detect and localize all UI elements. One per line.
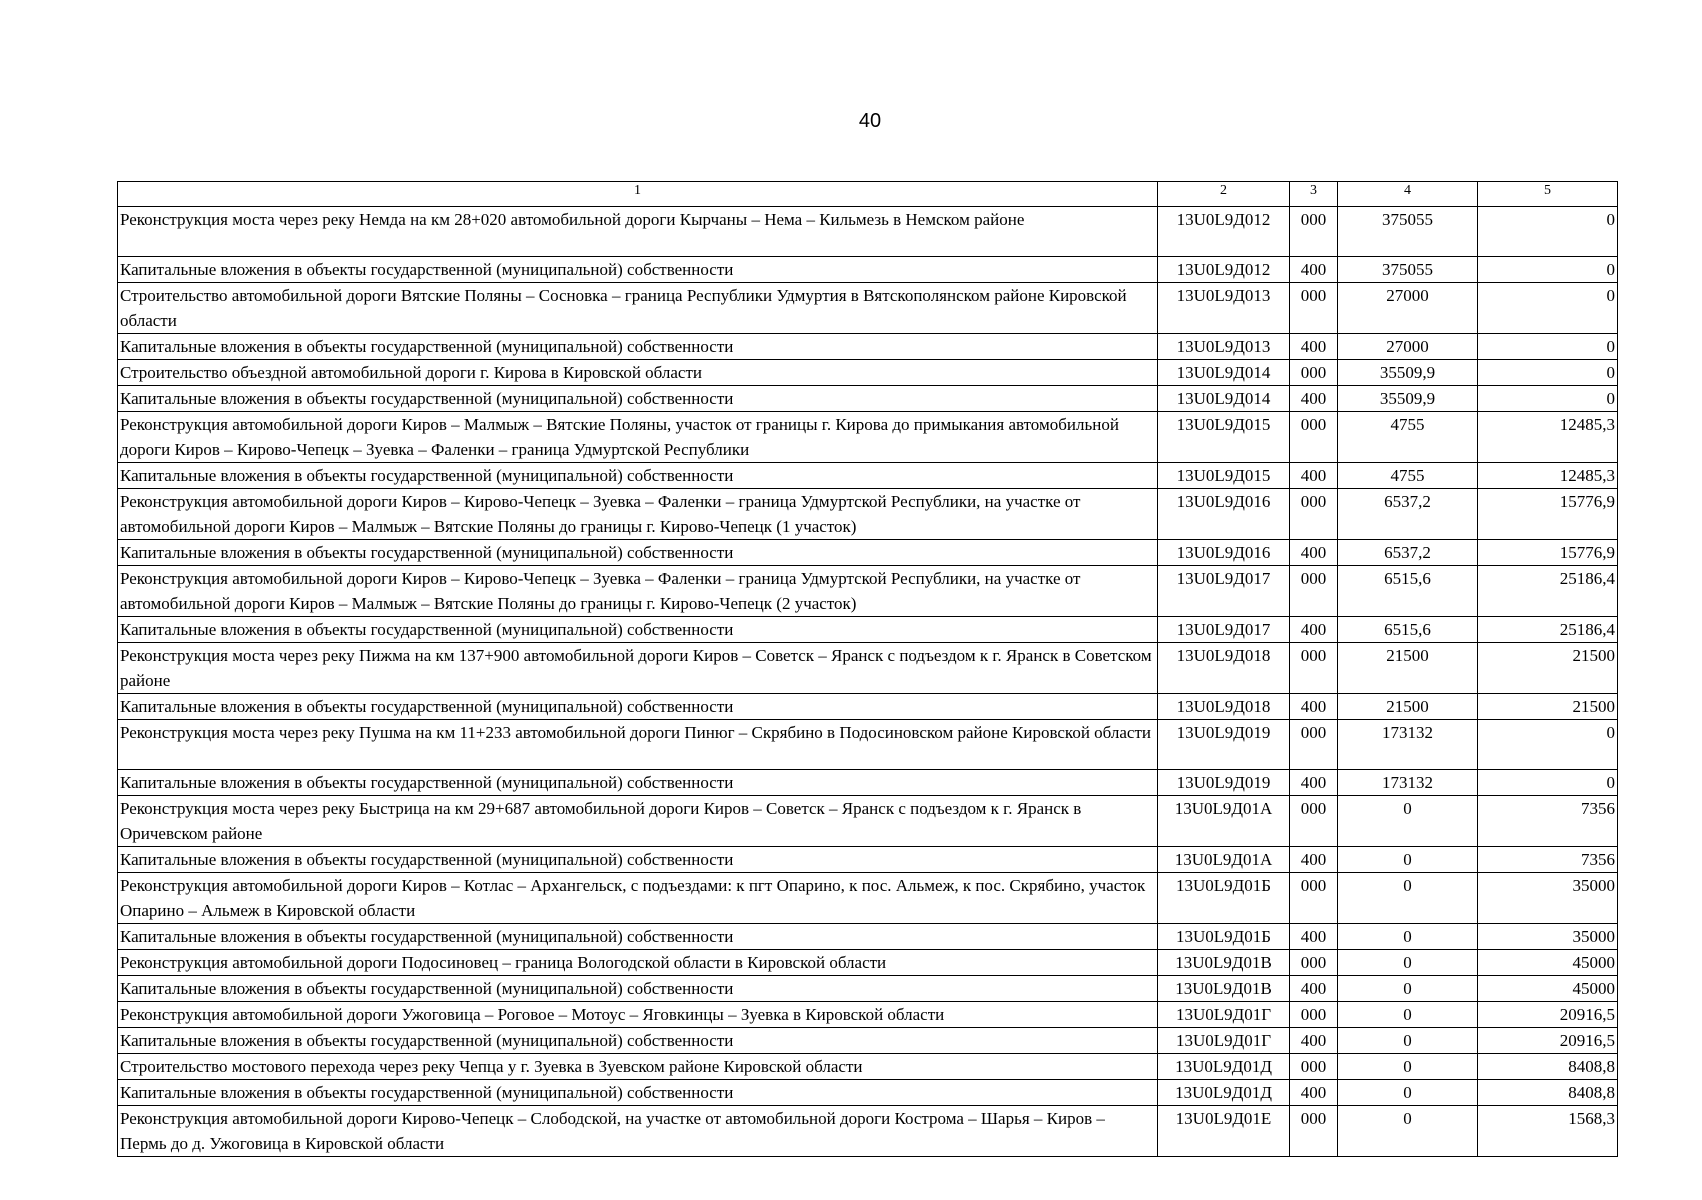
- column-header: 3: [1290, 182, 1338, 207]
- row-kvr-cell: 400: [1290, 1028, 1338, 1054]
- row-code-cell: 13U0L9Д01Д: [1158, 1080, 1290, 1106]
- row-value-col5-cell: 1568,3: [1478, 1106, 1618, 1157]
- table-row: [118, 1106, 1618, 1157]
- row-value-col4-cell: 0: [1338, 924, 1478, 950]
- row-code-cell: 13U0L9Д018: [1158, 643, 1290, 694]
- row-name-cell: Капитальные вложения в объекты государственной (муниципальной) собственности: [118, 617, 1158, 643]
- table-row: [118, 1080, 1618, 1106]
- row-name-cell: Реконструкция автомобильной дороги Киров – Малмыж – Вятские Поляны, участок от границы г. Кирова до примыкания автомобильной дороги Киров – Кирово-Чепецк – Зуевка – Фаленки – граница Удмуртской Республики: [118, 412, 1158, 463]
- row-code-cell: 13U0L9Д01Е: [1158, 1106, 1290, 1157]
- row-name-cell: Капитальные вложения в объекты государственной (муниципальной) собственности: [118, 847, 1158, 873]
- row-kvr-cell: 400: [1290, 770, 1338, 796]
- row-code-cell: 13U0L9Д019: [1158, 770, 1290, 796]
- row-kvr-cell: 000: [1290, 566, 1338, 617]
- row-code-cell: 13U0L9Д01Б: [1158, 873, 1290, 924]
- row-value-col4-cell: 21500: [1338, 694, 1478, 720]
- row-value-col4-cell: 173132: [1338, 770, 1478, 796]
- row-value-col5-cell: 45000: [1478, 950, 1618, 976]
- row-value-col5-cell: 35000: [1478, 873, 1618, 924]
- column-header: 1: [118, 182, 1158, 207]
- row-value-col4-cell: 375055: [1338, 207, 1478, 257]
- row-value-col5-cell: 0: [1478, 386, 1618, 412]
- row-value-col5-cell: 25186,4: [1478, 617, 1618, 643]
- row-name-cell: Капитальные вложения в объекты государственной (муниципальной) собственности: [118, 463, 1158, 489]
- row-kvr-cell: 000: [1290, 950, 1338, 976]
- row-name-cell: Капитальные вложения в объекты государственной (муниципальной) собственности: [118, 1080, 1158, 1106]
- table-row: [118, 540, 1618, 566]
- row-name-cell: Капитальные вложения в объекты государственной (муниципальной) собственности: [118, 1028, 1158, 1054]
- table-row: [118, 207, 1618, 257]
- row-kvr-cell: 400: [1290, 540, 1338, 566]
- table-body: [118, 207, 1618, 1157]
- row-value-col5-cell: 0: [1478, 334, 1618, 360]
- row-value-col4-cell: 4755: [1338, 412, 1478, 463]
- row-value-col5-cell: 15776,9: [1478, 489, 1618, 540]
- row-name-cell: Реконструкция автомобильной дороги Киров – Котлас – Архангельск, с подъездами: к пгт Опарино, к пос. Альмеж, к пос. Скрябино, участок Опарино – Альмеж в Кировской области: [118, 873, 1158, 924]
- column-header: 2: [1158, 182, 1290, 207]
- row-code-cell: 13U0L9Д012: [1158, 257, 1290, 283]
- row-name-cell: Строительство мостового перехода через реку Чепца у г. Зуевка в Зуевском районе Кировской области: [118, 1054, 1158, 1080]
- row-kvr-cell: 000: [1290, 1106, 1338, 1157]
- row-value-col5-cell: 0: [1478, 720, 1618, 770]
- row-value-col4-cell: 0: [1338, 873, 1478, 924]
- table-row: [118, 694, 1618, 720]
- row-value-col4-cell: 0: [1338, 1028, 1478, 1054]
- row-name-cell: Строительство автомобильной дороги Вятские Поляны – Сосновка – граница Республики Удмуртия в Вятскополянском районе Кировской области: [118, 283, 1158, 334]
- row-kvr-cell: 000: [1290, 720, 1338, 770]
- table-row: [118, 1028, 1618, 1054]
- row-value-col5-cell: 12485,3: [1478, 412, 1618, 463]
- row-value-col4-cell: 21500: [1338, 643, 1478, 694]
- row-name-cell: Капитальные вложения в объекты государственной (муниципальной) собственности: [118, 770, 1158, 796]
- row-name-cell: Реконструкция моста через реку Пушма на км 11+233 автомобильной дороги Пинюг – Скрябино в Подосиновском районе Кировской области: [118, 720, 1158, 770]
- row-name-cell: Строительство объездной автомобильной дороги г. Кирова в Кировской области: [118, 360, 1158, 386]
- table-row: [118, 643, 1618, 694]
- row-value-col4-cell: 0: [1338, 1106, 1478, 1157]
- row-code-cell: 13U0L9Д014: [1158, 386, 1290, 412]
- page-number: 40: [858, 110, 882, 132]
- table-row: [118, 412, 1618, 463]
- row-name-cell: Реконструкция автомобильной дороги Киров – Кирово-Чепецк – Зуевка – Фаленки – граница Удмуртской Республики, на участке от автомобильной дороги Киров – Малмыж – Вятские Поляны до границы г. Кирово-Чепецк (2 участок): [118, 566, 1158, 617]
- row-value-col4-cell: 35509,9: [1338, 386, 1478, 412]
- table-row: [118, 463, 1618, 489]
- row-code-cell: 13U0L9Д017: [1158, 617, 1290, 643]
- row-name-cell: Капитальные вложения в объекты государственной (муниципальной) собственности: [118, 257, 1158, 283]
- row-code-cell: 13U0L9Д013: [1158, 334, 1290, 360]
- table-row: [118, 1002, 1618, 1028]
- row-kvr-cell: 000: [1290, 207, 1338, 257]
- row-value-col4-cell: 35509,9: [1338, 360, 1478, 386]
- row-code-cell: 13U0L9Д019: [1158, 720, 1290, 770]
- table-row: [118, 489, 1618, 540]
- row-value-col4-cell: 173132: [1338, 720, 1478, 770]
- row-name-cell: Капитальные вложения в объекты государственной (муниципальной) собственности: [118, 386, 1158, 412]
- row-kvr-cell: 400: [1290, 976, 1338, 1002]
- table-row: [118, 770, 1618, 796]
- row-code-cell: 13U0L9Д013: [1158, 283, 1290, 334]
- row-kvr-cell: 000: [1290, 1002, 1338, 1028]
- row-value-col5-cell: 7356: [1478, 847, 1618, 873]
- row-code-cell: 13U0L9Д01Б: [1158, 924, 1290, 950]
- row-kvr-cell: 000: [1290, 360, 1338, 386]
- row-code-cell: 13U0L9Д015: [1158, 412, 1290, 463]
- row-value-col4-cell: 27000: [1338, 334, 1478, 360]
- row-value-col5-cell: 21500: [1478, 643, 1618, 694]
- row-value-col5-cell: 8408,8: [1478, 1054, 1618, 1080]
- table-row: [118, 257, 1618, 283]
- row-value-col4-cell: 6537,2: [1338, 540, 1478, 566]
- column-header: 4: [1338, 182, 1478, 207]
- row-kvr-cell: 400: [1290, 617, 1338, 643]
- row-kvr-cell: 400: [1290, 257, 1338, 283]
- row-code-cell: 13U0L9Д012: [1158, 207, 1290, 257]
- table-row: [118, 924, 1618, 950]
- row-value-col5-cell: 21500: [1478, 694, 1618, 720]
- row-kvr-cell: 000: [1290, 643, 1338, 694]
- row-value-col5-cell: 15776,9: [1478, 540, 1618, 566]
- row-name-cell: Капитальные вложения в объекты государственной (муниципальной) собственности: [118, 334, 1158, 360]
- row-code-cell: 13U0L9Д018: [1158, 694, 1290, 720]
- row-code-cell: 13U0L9Д014: [1158, 360, 1290, 386]
- table-row: [118, 386, 1618, 412]
- row-name-cell: Реконструкция автомобильной дороги Киров – Кирово-Чепецк – Зуевка – Фаленки – граница Удмуртской Республики, на участке от автомобильной дороги Киров – Малмыж – Вятские Поляны до границы г. Кирово-Чепецк (1 участок): [118, 489, 1158, 540]
- table-row: [118, 873, 1618, 924]
- row-name-cell: Реконструкция автомобильной дороги Ужоговица – Роговое – Мотоус – Яговкинцы – Зуевка в Кировской области: [118, 1002, 1158, 1028]
- row-value-col4-cell: 0: [1338, 796, 1478, 847]
- row-value-col5-cell: 20916,5: [1478, 1028, 1618, 1054]
- row-value-col4-cell: 4755: [1338, 463, 1478, 489]
- row-value-col4-cell: 0: [1338, 976, 1478, 1002]
- row-value-col5-cell: 0: [1478, 283, 1618, 334]
- row-name-cell: Реконструкция автомобильной дороги Кирово-Чепецк – Слободской, на участке от автомобильной дороги Кострома – Шарья – Киров – Пермь до д. Ужоговица в Кировской области: [118, 1106, 1158, 1157]
- table-row: [118, 847, 1618, 873]
- row-code-cell: 13U0L9Д01В: [1158, 950, 1290, 976]
- row-code-cell: 13U0L9Д015: [1158, 463, 1290, 489]
- row-value-col4-cell: 6515,6: [1338, 566, 1478, 617]
- row-name-cell: Реконструкция моста через реку Немда на км 28+020 автомобильной дороги Кырчаны – Нема – Кильмезь в Немском районе: [118, 207, 1158, 257]
- row-value-col4-cell: 6537,2: [1338, 489, 1478, 540]
- row-value-col5-cell: 20916,5: [1478, 1002, 1618, 1028]
- row-code-cell: 13U0L9Д017: [1158, 566, 1290, 617]
- budget-table: [117, 181, 1618, 1157]
- row-value-col5-cell: 35000: [1478, 924, 1618, 950]
- table-row: [118, 1054, 1618, 1080]
- row-value-col5-cell: 0: [1478, 360, 1618, 386]
- header-row: [118, 182, 1618, 207]
- row-name-cell: Капитальные вложения в объекты государственной (муниципальной) собственности: [118, 540, 1158, 566]
- row-code-cell: 13U0L9Д01Г: [1158, 1002, 1290, 1028]
- row-kvr-cell: 000: [1290, 489, 1338, 540]
- row-code-cell: 13U0L9Д01А: [1158, 847, 1290, 873]
- row-kvr-cell: 400: [1290, 386, 1338, 412]
- row-value-col4-cell: 0: [1338, 1002, 1478, 1028]
- table-row: [118, 950, 1618, 976]
- table-row: [118, 360, 1618, 386]
- row-value-col5-cell: 25186,4: [1478, 566, 1618, 617]
- row-code-cell: 13U0L9Д01А: [1158, 796, 1290, 847]
- row-value-col4-cell: 0: [1338, 1080, 1478, 1106]
- table-row: [118, 566, 1618, 617]
- row-value-col4-cell: 0: [1338, 950, 1478, 976]
- row-value-col5-cell: 0: [1478, 257, 1618, 283]
- row-code-cell: 13U0L9Д016: [1158, 489, 1290, 540]
- row-value-col5-cell: 12485,3: [1478, 463, 1618, 489]
- table-row: [118, 617, 1618, 643]
- row-value-col4-cell: 0: [1338, 1054, 1478, 1080]
- row-value-col4-cell: 6515,6: [1338, 617, 1478, 643]
- row-name-cell: Капитальные вложения в объекты государственной (муниципальной) собственности: [118, 694, 1158, 720]
- row-name-cell: Реконструкция моста через реку Пижма на км 137+900 автомобильной дороги Киров – Советск – Яранск с подъездом к г. Яранск в Советском районе: [118, 643, 1158, 694]
- table-row: [118, 283, 1618, 334]
- row-code-cell: 13U0L9Д01Д: [1158, 1054, 1290, 1080]
- row-kvr-cell: 400: [1290, 694, 1338, 720]
- row-code-cell: 13U0L9Д01Г: [1158, 1028, 1290, 1054]
- row-value-col4-cell: 27000: [1338, 283, 1478, 334]
- row-name-cell: Реконструкция моста через реку Быстрица на км 29+687 автомобильной дороги Киров – Советск – Яранск с подъездом к г. Яранск в Оричевском районе: [118, 796, 1158, 847]
- row-value-col5-cell: 7356: [1478, 796, 1618, 847]
- row-kvr-cell: 000: [1290, 412, 1338, 463]
- row-value-col5-cell: 0: [1478, 207, 1618, 257]
- table-row: [118, 720, 1618, 770]
- row-kvr-cell: 000: [1290, 1054, 1338, 1080]
- row-name-cell: Капитальные вложения в объекты государственной (муниципальной) собственности: [118, 924, 1158, 950]
- row-kvr-cell: 400: [1290, 334, 1338, 360]
- row-kvr-cell: 000: [1290, 873, 1338, 924]
- row-kvr-cell: 400: [1290, 924, 1338, 950]
- row-code-cell: 13U0L9Д01В: [1158, 976, 1290, 1002]
- row-kvr-cell: 400: [1290, 1080, 1338, 1106]
- table-row: [118, 976, 1618, 1002]
- row-kvr-cell: 400: [1290, 847, 1338, 873]
- row-value-col5-cell: 0: [1478, 770, 1618, 796]
- row-kvr-cell: 000: [1290, 796, 1338, 847]
- table-row: [118, 334, 1618, 360]
- row-value-col4-cell: 375055: [1338, 257, 1478, 283]
- row-name-cell: Реконструкция автомобильной дороги Подосиновец – граница Вологодской области в Кировской области: [118, 950, 1158, 976]
- row-name-cell: Капитальные вложения в объекты государственной (муниципальной) собственности: [118, 976, 1158, 1002]
- row-value-col5-cell: 8408,8: [1478, 1080, 1618, 1106]
- column-header: 5: [1478, 182, 1618, 207]
- row-code-cell: 13U0L9Д016: [1158, 540, 1290, 566]
- row-kvr-cell: 000: [1290, 283, 1338, 334]
- row-kvr-cell: 400: [1290, 463, 1338, 489]
- table-row: [118, 796, 1618, 847]
- row-value-col5-cell: 45000: [1478, 976, 1618, 1002]
- row-value-col4-cell: 0: [1338, 847, 1478, 873]
